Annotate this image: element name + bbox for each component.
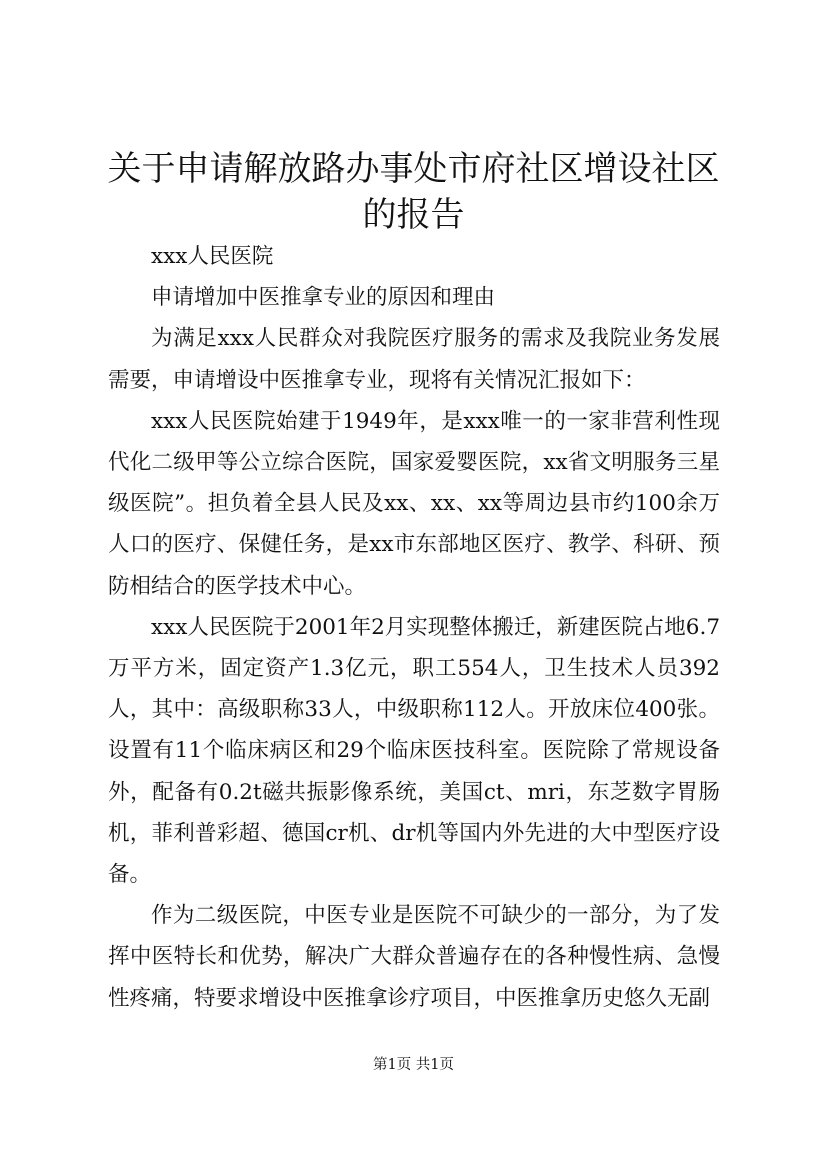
page-footer: 第1页 共1页: [372, 1057, 455, 1073]
paragraph-history: xxx人民医院始建于1949年，是xxx唯一的一家非营利性现代化二级甲等公立综合医院，国家爱婴医院，xx省文明服务三星级医院”。担负着全县人民及xx、xx、xx等周边县市约100余万人口的医疗、保健任务，是xx市东部地区医疗、教学、科研、预防相结合的医学技术中心。: [108, 408, 720, 599]
document-body: [108, 236, 720, 1019]
paragraph-facilities: xxx人民医院于2001年2月实现整体搬迁，新建医院占地6.7万平方米，固定资产1.3亿元，职工554人，卫生技术人员392人，其中：高级职称33人，中级职称112人。开放床位400张。设置有11个临床病区和29个临床医技科室。医院除了常规设备外，配备有0.2t磁共振影像系统，美国ct、mri，东芝数字胃肠机，菲利普彩超、德国cr机、dr机等国内外先进的大中型医疗设备。: [108, 614, 720, 888]
paragraph-intro: 为满足xxx人民群众对我院医疗服务的需求及我院业务发展需要，申请增设中医推拿专业，现将有关情况汇报如下：: [108, 326, 720, 393]
paragraph-subject: 申请增加中医推拿专业的原因和理由: [151, 285, 496, 311]
paragraph-hospital-name: xxx人民医院: [151, 244, 274, 269]
document-title: 关于申请解放路办事处市府社区增设社区的报告: [107, 149, 720, 235]
paragraph-reason: 作为二级医院，中医专业是医院不可缺少的一部分，为了发挥中医特长和优势，解决广大群众普遍存在的各种慢性病、急慢性疼痛，特要求增设中医推拿诊疗项目，中医推拿历史悠久无副: [108, 903, 720, 1011]
